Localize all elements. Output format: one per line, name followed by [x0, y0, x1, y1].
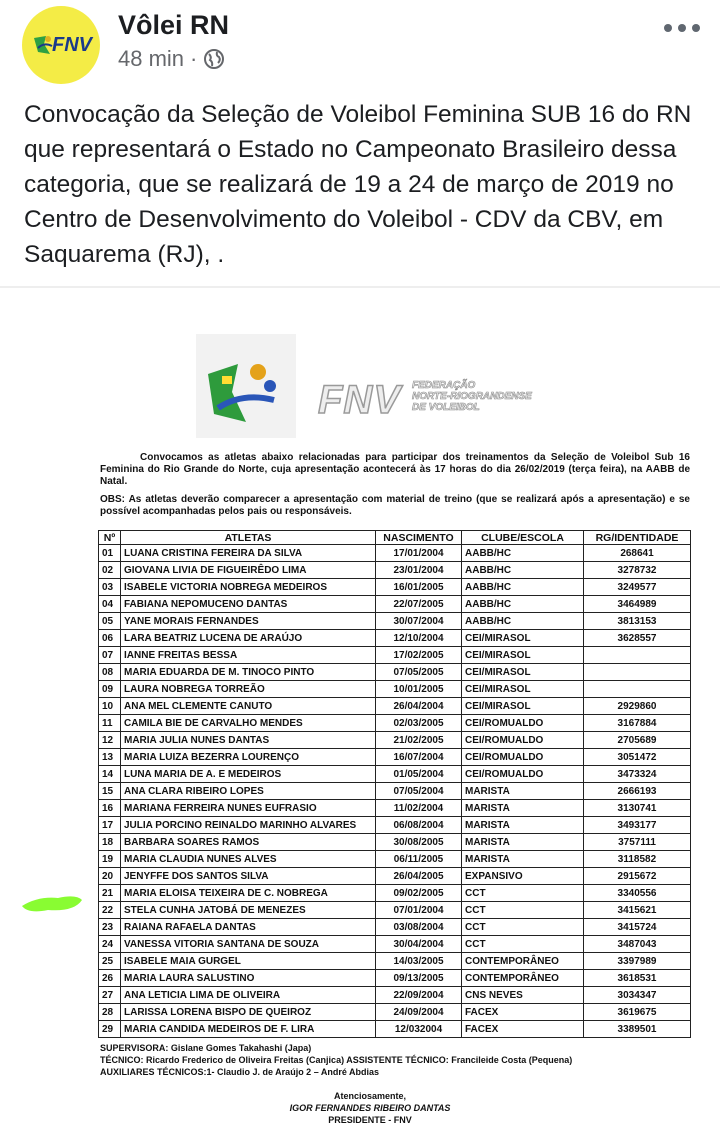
- signer-role: PRESIDENTE - FNV: [328, 1115, 412, 1125]
- table-row: [99, 732, 691, 749]
- birth-date: 16/01/2005: [376, 579, 462, 596]
- signature-block: [250, 1090, 490, 1126]
- birth-date: 07/05/2004: [376, 783, 462, 800]
- rg-id: 3034347: [584, 987, 691, 1004]
- athlete-name: YANE MORAIS FERNANDES: [121, 613, 376, 630]
- club: CEI/ROMUALDO: [462, 732, 584, 749]
- club: AABB/HC: [462, 579, 584, 596]
- table-row: [99, 664, 691, 681]
- club: AABB/HC: [462, 613, 584, 630]
- club: CONTEMPORÂNEO: [462, 970, 584, 987]
- athlete-name: MARIA LAURA SALUSTINO: [121, 970, 376, 987]
- athlete-name: MARIANA FERREIRA NUNES EUFRASIO: [121, 800, 376, 817]
- row-number: 28: [99, 1004, 121, 1021]
- convocation-document[interactable]: [90, 290, 700, 1140]
- row-number: 02: [99, 562, 121, 579]
- club: AABB/HC: [462, 596, 584, 613]
- fnv-logo-icon: [32, 34, 54, 56]
- table-row: [99, 851, 691, 868]
- birth-date: 24/09/2004: [376, 1004, 462, 1021]
- row-number: 29: [99, 1021, 121, 1038]
- table-row: [99, 953, 691, 970]
- table-row: [99, 902, 691, 919]
- athlete-name: ANA CLARA RIBEIRO LOPES: [121, 783, 376, 800]
- club: CCT: [462, 902, 584, 919]
- row-number: 23: [99, 919, 121, 936]
- athlete-name: IANNE FREITAS BESSA: [121, 647, 376, 664]
- row-number: 13: [99, 749, 121, 766]
- rg-id: 3487043: [584, 936, 691, 953]
- athlete-name: FABIANA NEPOMUCENO DANTAS: [121, 596, 376, 613]
- club: MARISTA: [462, 783, 584, 800]
- fnv-emblem: [196, 334, 296, 438]
- birth-date: 17/01/2004: [376, 545, 462, 562]
- row-number: 24: [99, 936, 121, 953]
- club: CEI/ROMUALDO: [462, 749, 584, 766]
- table-header-row: [99, 531, 691, 545]
- birth-date: 03/08/2004: [376, 919, 462, 936]
- meta-separator: ·: [190, 46, 198, 71]
- rg-id: 3757111: [584, 834, 691, 851]
- table-row: [99, 579, 691, 596]
- rg-id: 3473324: [584, 766, 691, 783]
- birth-date: 22/07/2005: [376, 596, 462, 613]
- table-row: [99, 1021, 691, 1038]
- row-number: 25: [99, 953, 121, 970]
- row-number: 14: [99, 766, 121, 783]
- coach-line: TÉCNICO: Ricardo Frederico de Oliveira Freitas (Canjica) ASSISTENTE TÉCNICO: Francileide Costa (Pequena): [100, 1055, 573, 1065]
- birth-date: 10/01/2005: [376, 681, 462, 698]
- rg-id: 2915672: [584, 868, 691, 885]
- row-number: 20: [99, 868, 121, 885]
- supervisor-line: SUPERVISORA: Gislane Gomes Takahashi (Japa): [100, 1043, 312, 1053]
- obs-note: OBS: As atletas deverão comparecer a apresentação com material de treino (que se realizará após a apresentação) e se possível acompanhadas pelos pais ou responsáveis.: [100, 494, 690, 517]
- athlete-name: MARIA ELOISA TEIXEIRA DE C. NOBREGA: [121, 885, 376, 902]
- table-row: [99, 613, 691, 630]
- table-row: [99, 766, 691, 783]
- birth-date: 14/03/2005: [376, 953, 462, 970]
- birth-date: 16/07/2004: [376, 749, 462, 766]
- post-meta: [118, 46, 225, 72]
- row-number: 22: [99, 902, 121, 919]
- athlete-name: MARIA CANDIDA MEDEIROS DE F. LIRA: [121, 1021, 376, 1038]
- row-number: 07: [99, 647, 121, 664]
- table-row: [99, 545, 691, 562]
- table-row: [99, 800, 691, 817]
- post-header: [0, 0, 720, 90]
- col-number: Nº: [99, 531, 121, 545]
- row-number: 08: [99, 664, 121, 681]
- row-number: 19: [99, 851, 121, 868]
- athlete-name: LAURA NOBREGA TORREÃO: [121, 681, 376, 698]
- table-row: [99, 715, 691, 732]
- birth-date: 17/02/2005: [376, 647, 462, 664]
- post-time[interactable]: 48 min: [118, 46, 185, 71]
- rg-id: 2929860: [584, 698, 691, 715]
- club: CEI/MIRASOL: [462, 647, 584, 664]
- row-number: 10: [99, 698, 121, 715]
- row-number: 26: [99, 970, 121, 987]
- athlete-name: LARISSA LORENA BISPO DE QUEIROZ: [121, 1004, 376, 1021]
- rg-id: 268641: [584, 545, 691, 562]
- club: CEI/ROMUALDO: [462, 766, 584, 783]
- birth-date: 12/10/2004: [376, 630, 462, 647]
- birth-date: 09/13/2005: [376, 970, 462, 987]
- birth-date: 30/04/2004: [376, 936, 462, 953]
- rg-id: 3130741: [584, 800, 691, 817]
- rg-id: 3278732: [584, 562, 691, 579]
- document-logo-text: FNV: [318, 378, 401, 422]
- birth-date: 06/08/2004: [376, 817, 462, 834]
- document-logo-subtitle: FEDERAÇÃO NORTE-RIOGRANDENSE DE VOLEIBOL: [412, 380, 532, 413]
- athlete-name: MARIA CLAUDIA NUNES ALVES: [121, 851, 376, 868]
- table-row: [99, 817, 691, 834]
- athlete-name: ANA LETICIA LIMA DE OLIVEIRA: [121, 987, 376, 1004]
- rg-id: 3493177: [584, 817, 691, 834]
- club: CNS NEVES: [462, 987, 584, 1004]
- athlete-name: GIOVANA LIVIA DE FIGUEIRÊDO LIMA: [121, 562, 376, 579]
- table-row: [99, 987, 691, 1004]
- rg-id: 3051472: [584, 749, 691, 766]
- rg-id: 3389501: [584, 1021, 691, 1038]
- col-birth: NASCIMENTO: [376, 531, 462, 545]
- athlete-name: MARIA LUIZA BEZERRA LOURENÇO: [121, 749, 376, 766]
- avatar-logo-text: FNV: [52, 34, 92, 56]
- row-number: 27: [99, 987, 121, 1004]
- birth-date: 26/04/2005: [376, 868, 462, 885]
- col-rg: RG/IDENTIDADE: [584, 531, 691, 545]
- col-athletes: ATLETAS: [121, 531, 376, 545]
- table-row: [99, 834, 691, 851]
- table-row: [99, 596, 691, 613]
- athlete-name: ISABELE VICTORIA NOBREGA MEDEIROS: [121, 579, 376, 596]
- row-number: 03: [99, 579, 121, 596]
- table-row: [99, 562, 691, 579]
- rg-id: 3415724: [584, 919, 691, 936]
- athlete-name: MARIA JULIA NUNES DANTAS: [121, 732, 376, 749]
- athlete-name: BARBARA SOARES RAMOS: [121, 834, 376, 851]
- club: FACEX: [462, 1021, 584, 1038]
- table-row: [99, 868, 691, 885]
- athlete-name: MARIA EDUARDA DE M. TINOCO PINTO: [121, 664, 376, 681]
- rg-id: 2666193: [584, 783, 691, 800]
- athlete-name: ANA MEL CLEMENTE CANUTO: [121, 698, 376, 715]
- club: CEI/MIRASOL: [462, 698, 584, 715]
- divider: [0, 286, 720, 288]
- club: AABB/HC: [462, 545, 584, 562]
- post-text: Convocação da Seleção de Voleibol Feminina SUB 16 do RN que representará o Estado no Campeonato Brasileiro dessa categoria, que se realizará de 19 a 24 de março de 2019 no Centro de Desenvolvimento do Voleibol - CDV da CBV, em Saquarema (RJ), .: [24, 101, 692, 268]
- row-number: 17: [99, 817, 121, 834]
- athletes-table: [98, 530, 691, 1038]
- birth-date: 30/08/2005: [376, 834, 462, 851]
- signer-name: IGOR FERNANDES RIBEIRO DANTAS: [289, 1103, 451, 1113]
- page-avatar[interactable]: [22, 6, 100, 84]
- birth-date: 12/032004: [376, 1021, 462, 1038]
- page-name[interactable]: Vôlei RN: [118, 10, 230, 40]
- birth-date: 01/05/2004: [376, 766, 462, 783]
- row-number: 11: [99, 715, 121, 732]
- rg-id: 3118582: [584, 851, 691, 868]
- birth-date: 23/01/2004: [376, 562, 462, 579]
- rg-id: 3813153: [584, 613, 691, 630]
- birth-date: 21/02/2005: [376, 732, 462, 749]
- more-options-icon[interactable]: [664, 18, 702, 38]
- athlete-name: CAMILA BIE DE CARVALHO MENDES: [121, 715, 376, 732]
- row-number: 15: [99, 783, 121, 800]
- birth-date: 11/02/2004: [376, 800, 462, 817]
- club: MARISTA: [462, 851, 584, 868]
- club: EXPANSIVO: [462, 868, 584, 885]
- table-row: [99, 698, 691, 715]
- highlight-marker: [18, 886, 86, 916]
- rg-id: 2705689: [584, 732, 691, 749]
- club: FACEX: [462, 1004, 584, 1021]
- row-number: 06: [99, 630, 121, 647]
- birth-date: 30/07/2004: [376, 613, 462, 630]
- club: CEI/MIRASOL: [462, 664, 584, 681]
- rg-id: 3167884: [584, 715, 691, 732]
- row-number: 12: [99, 732, 121, 749]
- athlete-name: LUANA CRISTINA FEREIRA DA SILVA: [121, 545, 376, 562]
- row-number: 16: [99, 800, 121, 817]
- club: CCT: [462, 936, 584, 953]
- club: MARISTA: [462, 834, 584, 851]
- athlete-name: VANESSA VITORIA SANTANA DE SOUZA: [121, 936, 376, 953]
- closing: Atenciosamente,: [333, 1091, 407, 1101]
- row-number: 04: [99, 596, 121, 613]
- table-row: [99, 919, 691, 936]
- club: CEI/ROMUALDO: [462, 715, 584, 732]
- rg-id: [584, 647, 691, 664]
- rg-id: 3397989: [584, 953, 691, 970]
- birth-date: 06/11/2005: [376, 851, 462, 868]
- table-row: [99, 783, 691, 800]
- row-number: 01: [99, 545, 121, 562]
- rg-id: 3619675: [584, 1004, 691, 1021]
- athlete-name: JENYFFE DOS SANTOS SILVA: [121, 868, 376, 885]
- athlete-name: ISABELE MAIA GURGEL: [121, 953, 376, 970]
- athlete-name: STELA CUNHA JATOBÁ DE MENEZES: [121, 902, 376, 919]
- club: CCT: [462, 885, 584, 902]
- rg-id: 3628557: [584, 630, 691, 647]
- row-number: 09: [99, 681, 121, 698]
- table-body: [99, 545, 691, 1038]
- athlete-name: LUNA MARIA DE A. E MEDEIROS: [121, 766, 376, 783]
- athlete-name: RAIANA RAFAELA DANTAS: [121, 919, 376, 936]
- document-intro: [100, 452, 690, 518]
- club: MARISTA: [462, 800, 584, 817]
- rg-id: 3249577: [584, 579, 691, 596]
- birth-date: 26/04/2004: [376, 698, 462, 715]
- row-number: 05: [99, 613, 121, 630]
- athlete-name: JULIA PORCINO REINALDO MARINHO ALVARES: [121, 817, 376, 834]
- club: CEI/MIRASOL: [462, 630, 584, 647]
- rg-id: 3618531: [584, 970, 691, 987]
- birth-date: 02/03/2005: [376, 715, 462, 732]
- rg-id: 3340556: [584, 885, 691, 902]
- table-row: [99, 681, 691, 698]
- table-row: [99, 647, 691, 664]
- club: CONTEMPORÂNEO: [462, 953, 584, 970]
- table-row: [99, 936, 691, 953]
- rg-id: 3464989: [584, 596, 691, 613]
- birth-date: 07/05/2005: [376, 664, 462, 681]
- col-club: CLUBE/ESCOLA: [462, 531, 584, 545]
- table-row: [99, 630, 691, 647]
- table-row: [99, 1004, 691, 1021]
- table-row: [99, 970, 691, 987]
- club: AABB/HC: [462, 562, 584, 579]
- club: CCT: [462, 919, 584, 936]
- staff-info: [100, 1042, 690, 1078]
- birth-date: 09/02/2005: [376, 885, 462, 902]
- rg-id: 3415621: [584, 902, 691, 919]
- rg-id: [584, 681, 691, 698]
- table-row: [99, 749, 691, 766]
- globe-icon: [203, 48, 225, 70]
- row-number: 18: [99, 834, 121, 851]
- birth-date: 07/01/2004: [376, 902, 462, 919]
- assistants-line: AUXILIARES TÉCNICOS:1- Claudio J. de Araújo 2 – André Abdias: [100, 1067, 380, 1077]
- rg-id: [584, 664, 691, 681]
- athlete-name: LARA BEATRIZ LUCENA DE ARAÚJO: [121, 630, 376, 647]
- club: CEI/MIRASOL: [462, 681, 584, 698]
- birth-date: 22/09/2004: [376, 987, 462, 1004]
- club: MARISTA: [462, 817, 584, 834]
- intro-paragraph: Convocamos as atletas abaixo relacionadas para participar dos treinamentos da Seleção de Voleibol Sub 16 Feminina do Rio Grande do Norte, cuja apresentação acontecerá às 17 horas do dia 26/02/2019 (terça feira), na AABB de Natal.: [100, 452, 690, 487]
- row-number: 21: [99, 885, 121, 902]
- table-row: [99, 885, 691, 902]
